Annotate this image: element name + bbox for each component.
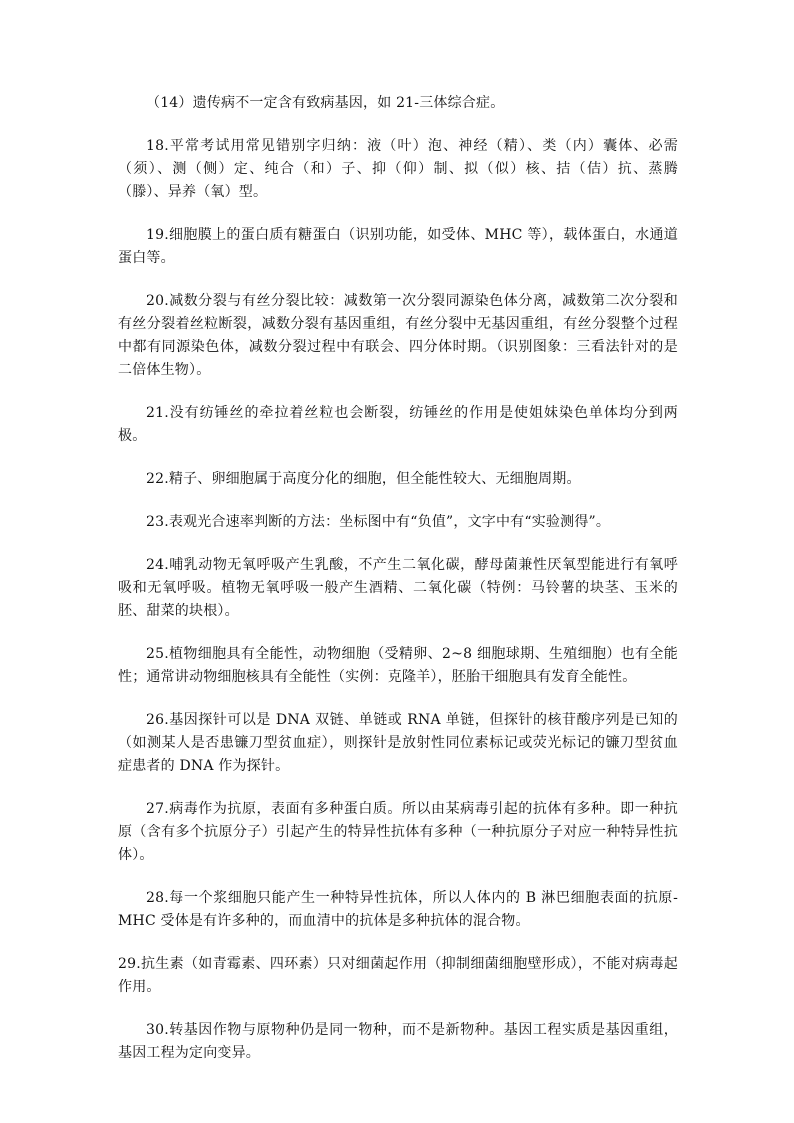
paragraph-18-typo-summary: 18.平常考试用常见错别字归纳：液（叶）泡、神经（精）、类（内）囊体、必需（须）、测（侧）定、纯合（和）子、抑（仰）制、拟（似）核、拮（佶）抗、蒸腾（滕）、异养（氧）型。 <box>118 138 678 200</box>
paragraph-14-inherited-disease: （14）遗传病不一定含有致病基因，如 21-三体综合症。 <box>146 95 505 111</box>
paragraph-21-spindle-fibers: 21.没有纺锤丝的牵拉着丝粒也会断裂，纺锤丝的作用是使姐妹染色单体均分到两极。 <box>118 405 678 444</box>
paragraph-30-transgenic-crops: 30.转基因作物与原物种仍是同一物种，而不是新物种。基因工程实质是基因重组，基因工程为定向变异。 <box>118 1022 678 1061</box>
paragraph-19-membrane-proteins: 19.细胞膜上的蛋白质有糖蛋白（识别功能，如受体、MHC 等），载体蛋白，水通道蛋白等。 <box>118 227 678 266</box>
paragraph-23-photosynthesis-rate: 23.表观光合速率判断的方法：坐标图中有“负值”，文字中有“实验测得”。 <box>146 514 611 530</box>
paragraph-28-plasma-cell: 28.每一个浆细胞只能产生一种特异性抗体，所以人体内的 B 淋巴细胞表面的抗原-MHC 受体是有许多种的，而血清中的抗体是多种抗体的混合物。 <box>118 890 678 929</box>
paragraph-29-antibiotics: 29.抗生素（如青霉素、四环素）只对细菌起作用（抑制细菌细胞壁形成），不能对病毒起作用。 <box>118 956 678 995</box>
paragraph-26-gene-probe: 26.基因探针可以是 DNA 双链、单链或 RNA 单链，但探针的核苷酸序列是已知的（如测某人是否患镰刀型贫血症），则探针是放射性同位素标记或荧光标记的镰刀型贫血症患者的 DNA 作为探针。 <box>118 712 678 774</box>
paragraph-22-gametes: 22.精子、卵细胞属于高度分化的细胞，但全能性较大、无细胞周期。 <box>146 471 581 487</box>
paragraph-25-totipotency: 25.植物细胞具有全能性，动物细胞（受精卵、2~8 细胞球期、生殖细胞）也有全能性；通常讲动物细胞核具有全能性（实例：克隆羊），胚胎干细胞具有发育全能性。 <box>118 646 678 685</box>
paragraph-20-meiosis-mitosis: 20.减数分裂与有丝分裂比较：减数第一次分裂同源染色体分离，减数第二次分裂和有丝分裂着丝粒断裂，减数分裂有基因重组，有丝分裂中无基因重组，有丝分裂整个过程中都有同源染色体，减数分裂过程中有联会、四分体时期。（识别图象：三看法针对的是二倍体生物）。 <box>118 293 678 378</box>
paragraph-24-anaerobic-respiration: 24.哺乳动物无氧呼吸产生乳酸，不产生二氧化碳，酵母菌兼性厌氧型能进行有氧呼吸和无氧呼吸。植物无氧呼吸一般产生酒精、二氧化碳（特例：马铃薯的块茎、玉米的胚、甜菜的块根）。 <box>118 557 678 619</box>
paragraph-27-virus-antigen: 27.病毒作为抗原，表面有多种蛋白质。所以由某病毒引起的抗体有多种。即一种抗原（含有多个抗原分子）引起产生的特异性抗体有多种（一种抗原分子对应一种特异性抗体）。 <box>118 801 678 863</box>
document-page <box>118 92 678 1085</box>
